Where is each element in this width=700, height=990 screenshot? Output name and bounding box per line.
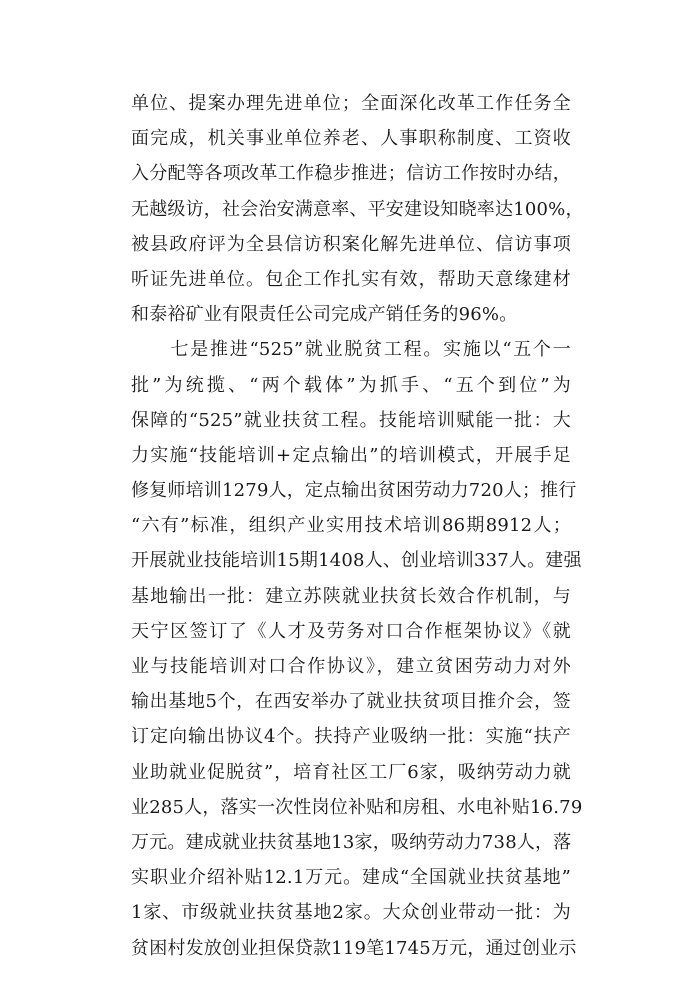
- text-line: 入分配等各项改革工作稳步推进；信访工作按时办结，: [131, 163, 571, 185]
- text-line: 实职业介绍补贴12.1万元。建成“全国就业扶贫基地”: [131, 867, 571, 889]
- text-line: 天宁区签订了《人才及劳务对口合作框架协议》《就: [131, 620, 571, 642]
- text-line: 面完成，机关事业单位养老、人事职称制度、工资收: [131, 128, 571, 150]
- text-line: 业285人，落实一次性岗位补贴和房租、水电补贴16.79: [131, 796, 583, 818]
- text-line: 无越级访，社会治安满意率、平安建设知晓率达100%，: [131, 198, 584, 220]
- text-line: 力实施“技能培训+定点输出”的培训模式，开展手足: [131, 444, 571, 466]
- text-line: 被县政府评为全县信访积案化解先进单位、信访事项: [131, 233, 571, 255]
- text-line: 修复师培训1279人，定点输出贫困劳动力720人；推行: [131, 480, 577, 502]
- text-line: 基地输出一批：建立苏陕就业扶贫长效合作机制，与: [131, 585, 571, 607]
- text-line: 和泰裕矿业有限责任公司完成产销任务的96%。: [131, 304, 518, 326]
- text-line: “六有”标准，组织产业实用技术培训86期8912人；: [131, 515, 571, 537]
- text-line: 批”为统揽、“两个载体”为抓手、“五个到位”为: [131, 374, 571, 396]
- text-line: 听证先进单位。包企工作扎实有效，帮助天意缘建材: [131, 268, 571, 290]
- body-text: [131, 86, 584, 966]
- text-line: 输出基地5个，在西安举办了就业扶贫项目推介会，签: [131, 691, 571, 713]
- text-line: 贫困村发放创业担保贷款119笔1745万元，通过创业示: [131, 937, 577, 959]
- text-line: 业助就业促脱贫”，培育社区工厂6家，吸纳劳动力就: [131, 761, 571, 783]
- text-line: 订定向输出协议4个。扶持产业吸纳一批：实施“扶产: [131, 726, 571, 748]
- text-line: 万元。建成就业扶贫基地13家，吸纳劳动力738人，落: [131, 831, 572, 853]
- text-line: 七是推进“525”就业脱贫工程。实施以“五个一: [131, 339, 571, 361]
- text-line: 保障的“525”就业扶贫工程。技能培训赋能一批：大: [131, 409, 571, 431]
- text-line: 1家、市级就业扶贫基地2家。大众创业带动一批：为: [131, 902, 571, 924]
- text-line: 开展就业技能培训15期1408人、创业培训337人。建强: [131, 550, 582, 572]
- text-line: 单位、提案办理先进单位；全面深化改革工作任务全: [131, 93, 571, 114]
- text-line: 业与技能培训对口合作协议》，建立贫困劳动力对外: [131, 656, 571, 677]
